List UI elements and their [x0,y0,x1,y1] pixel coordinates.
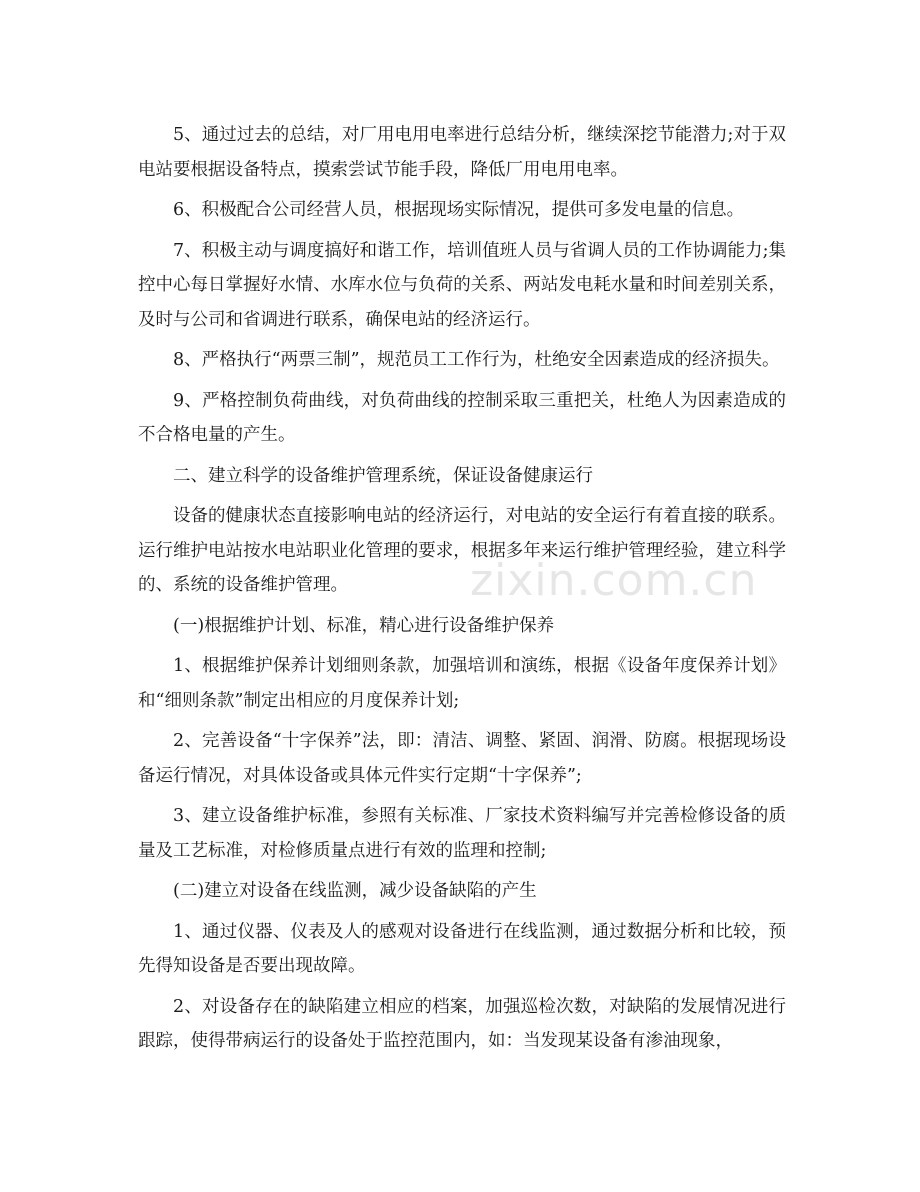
paragraph-item-5: 5、通过过去的总结，对厂用电用电率进行总结分析，继续深挖节能潜力;对于双电站要根据设备特点，摸索尝试节能手段，降低厂用电用电率。 [138,125,786,180]
paragraph-item-8: 8、严格执行“两票三制”，规范员工工作行为，杜绝安全因素造成的经济损失。 [173,350,780,370]
document-body [138,118,786,1065]
subsection-1-item-1: 1、根据维护保养计划细则条款，加强培训和演练，根据《设备年度保养计划》和“细则条款”制定出相应的月度保养计划; [138,656,786,711]
paragraph-item-9: 9、严格控制负荷曲线，对负荷曲线的控制采取三重把关，杜绝人为因素造成的不合格电量的产生。 [138,390,786,445]
section-heading-2: 二、建立科学的设备维护管理系统，保证设备健康运行 [173,465,593,486]
section-intro-paragraph: 设备的健康状态直接影响电站的经济运行，对电站的安全运行有着直接的联系。运行维护电站按水电站职业化管理的要求，根据多年来运行维护管理经验，建立科学的、系统的设备维护管理。 [138,506,786,595]
subsection-1-item-3: 3、建立设备维护标准，参照有关标准、厂家技术资料编写并完善检修设备的质量及工艺标准，对检修质量点进行有效的监理和控制; [138,806,786,861]
subsection-heading-1: (一)根据维护计划、标准，精心进行设备维护保养 [173,615,555,636]
paragraph-item-7: 7、积极主动与调度搞好和谐工作，培训值班人员与省调人员的工作协调能力;集控中心每日掌握好水情、水库水位与负荷的关系、两站发电耗水量和时间差别关系，及时与公司和省调进行联系，确保电站的经济运行。 [138,240,786,330]
paragraph-item-6: 6、积极配合公司经营人员，根据现场实际情况，提供可多发电量的信息。 [173,200,745,220]
subsection-2-item-1: 1、通过仪器、仪表及人的感观对设备进行在线监测，通过数据分析和比较，预先得知设备是否要出现故障。 [138,921,786,976]
watermark: zixin.com.cn [470,555,758,606]
subsection-2-item-2: 2、对设备存在的缺陷建立相应的档案，加强巡检次数，对缺陷的发展情况进行跟踪，使得带病运行的设备处于监控范围内，如：当发现某设备有渗油现象， [138,996,786,1051]
subsection-1-item-2: 2、完善设备“十字保养”法，即：清洁、调整、紧固、润滑、防腐。根据现场设备运行情况，对具体设备或具体元件实行定期“十字保养”; [138,731,786,786]
subsection-heading-2: (二)建立对设备在线监测，减少设备缺陷的产生 [173,881,537,901]
